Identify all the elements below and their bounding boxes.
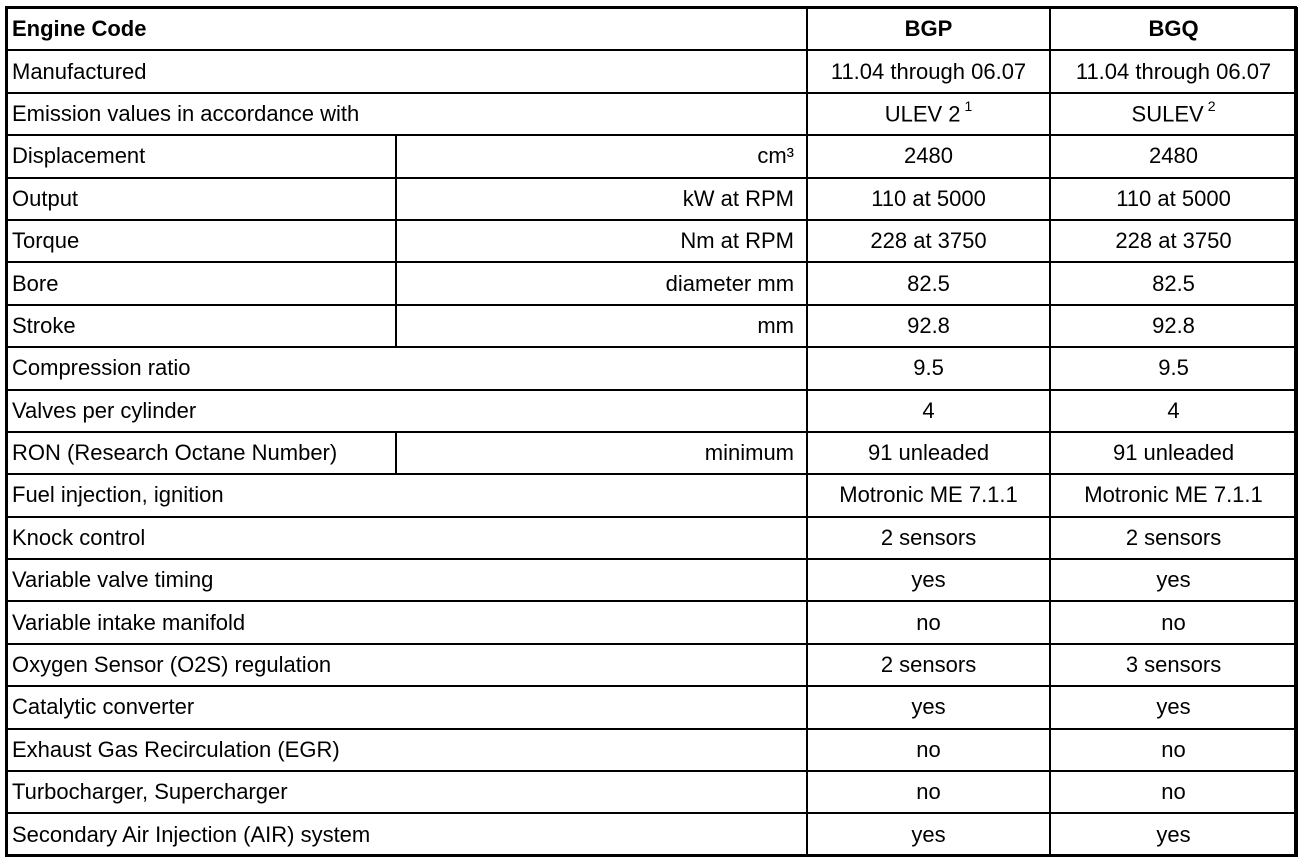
value-bgq	[1050, 93, 1297, 135]
value-text: no	[916, 779, 941, 805]
value-bgq	[1050, 813, 1297, 855]
value-bgp	[807, 50, 1050, 92]
value-bgp	[807, 220, 1050, 262]
value-bgq	[1050, 432, 1297, 474]
value-bgp	[807, 432, 1050, 474]
row-unit: diameter mm	[396, 262, 807, 304]
table-row	[7, 559, 1297, 601]
row-unit: mm	[396, 305, 807, 347]
engine-code-bgq: BGQ	[1050, 8, 1297, 50]
table-row	[7, 50, 1297, 92]
value-bgq	[1050, 559, 1297, 601]
table-row	[7, 729, 1297, 771]
row-label: Variable intake manifold	[7, 601, 807, 643]
value-bgp	[807, 729, 1050, 771]
value-bgp	[807, 93, 1050, 135]
value-text: yes	[1156, 694, 1191, 720]
table-row	[7, 771, 1297, 813]
table-row	[7, 347, 1297, 389]
table-row	[7, 644, 1297, 686]
row-label: Valves per cylinder	[7, 390, 807, 432]
value-text: yes	[1156, 567, 1191, 593]
row-label: Fuel injection, ignition	[7, 474, 807, 516]
table-row	[7, 686, 1297, 728]
value-text: 2480	[904, 143, 953, 169]
value-text: 82.5	[1152, 270, 1195, 296]
value-text: 110 at 5000	[871, 185, 986, 211]
value-text: no	[1161, 609, 1186, 635]
value-bgq	[1050, 729, 1297, 771]
table-row	[7, 474, 1297, 516]
value-bgp	[807, 347, 1050, 389]
value-bgp	[807, 390, 1050, 432]
value-text: SULEV	[1131, 101, 1204, 127]
value-text: 4	[1167, 397, 1180, 423]
row-label: Output	[7, 178, 396, 220]
value-bgq	[1050, 517, 1297, 559]
value-text: 9.5	[913, 355, 944, 381]
value-bgp	[807, 178, 1050, 220]
table-row	[7, 390, 1297, 432]
row-label: Knock control	[7, 517, 807, 559]
value-text: yes	[911, 821, 946, 847]
value-bgp	[807, 517, 1050, 559]
value-bgp	[807, 262, 1050, 304]
value-bgp	[807, 474, 1050, 516]
value-bgp	[807, 559, 1050, 601]
value-bgq	[1050, 178, 1297, 220]
value-bgq	[1050, 262, 1297, 304]
engine-spec-table	[6, 7, 1298, 857]
value-bgq	[1050, 686, 1297, 728]
value-bgq	[1050, 474, 1297, 516]
value-bgq	[1050, 50, 1297, 92]
header-label: Engine Code	[7, 8, 807, 50]
value-text: 91 unleaded	[1112, 440, 1235, 466]
row-label: Secondary Air Injection (AIR) system	[7, 813, 807, 855]
value-text: 11.04 through 06.07	[830, 58, 1027, 84]
value-bgq	[1050, 390, 1297, 432]
value-text: 2 sensors	[880, 652, 977, 678]
value-text: 2480	[1149, 143, 1198, 169]
value-text: ULEV 2	[884, 101, 961, 127]
row-label: Bore	[7, 262, 396, 304]
value-bgq	[1050, 771, 1297, 813]
table-row	[7, 93, 1297, 135]
value-bgp	[807, 813, 1050, 855]
row-label: Emission values in accordance with	[7, 93, 807, 135]
footnote-marker: 1	[964, 98, 973, 115]
value-bgp	[807, 601, 1050, 643]
value-text: Motronic ME 7.1.1	[1084, 482, 1263, 508]
row-label: Oxygen Sensor (O2S) regulation	[7, 644, 807, 686]
value-bgq	[1050, 305, 1297, 347]
value-bgq	[1050, 601, 1297, 643]
value-text: Motronic ME 7.1.1	[839, 482, 1018, 508]
value-text: 228 at 3750	[870, 228, 987, 254]
value-bgp	[807, 686, 1050, 728]
row-label: Variable valve timing	[7, 559, 807, 601]
table-row	[7, 305, 1297, 347]
row-unit: cm³	[396, 135, 807, 177]
row-label: Stroke	[7, 305, 396, 347]
row-label: Catalytic converter	[7, 686, 807, 728]
value-bgp	[807, 644, 1050, 686]
value-bgp	[807, 305, 1050, 347]
value-bgq	[1050, 220, 1297, 262]
value-bgq	[1050, 644, 1297, 686]
table-row	[7, 262, 1297, 304]
value-text: 228 at 3750	[1115, 228, 1232, 254]
value-text: 4	[922, 397, 935, 423]
value-bgp	[807, 771, 1050, 813]
row-label: Exhaust Gas Recirculation (EGR)	[7, 729, 807, 771]
footnote-marker: 2	[1207, 98, 1216, 115]
table-row	[7, 517, 1297, 559]
spec-table-body	[7, 8, 1297, 856]
header-row	[7, 8, 1297, 50]
value-text: 92.8	[1152, 312, 1195, 338]
value-bgq	[1050, 135, 1297, 177]
value-text: no	[1161, 779, 1186, 805]
value-text: yes	[1156, 821, 1191, 847]
row-label: Compression ratio	[7, 347, 807, 389]
value-text: 110 at 5000	[1116, 185, 1231, 211]
row-unit: minimum	[396, 432, 807, 474]
value-text: 2 sensors	[880, 524, 977, 550]
value-text: 3 sensors	[1125, 652, 1222, 678]
row-label: Manufactured	[7, 50, 807, 92]
value-text: no	[1161, 736, 1186, 762]
value-text: yes	[911, 694, 946, 720]
row-label: Turbocharger, Supercharger	[7, 771, 807, 813]
value-bgp	[807, 135, 1050, 177]
row-label: RON (Research Octane Number)	[7, 432, 396, 474]
value-text: 9.5	[1158, 355, 1189, 381]
value-text: yes	[911, 567, 946, 593]
table-row	[7, 135, 1297, 177]
table-row	[7, 432, 1297, 474]
value-text: 91 unleaded	[867, 440, 990, 466]
value-text: no	[916, 736, 941, 762]
table-row	[7, 813, 1297, 855]
row-label: Displacement	[7, 135, 396, 177]
engine-code-bgp: BGP	[807, 8, 1050, 50]
value-bgq	[1050, 347, 1297, 389]
row-unit: Nm at RPM	[396, 220, 807, 262]
table-row	[7, 178, 1297, 220]
value-text: 11.04 through 06.07	[1075, 58, 1272, 84]
value-text: no	[916, 609, 941, 635]
row-unit: kW at RPM	[396, 178, 807, 220]
table-row	[7, 601, 1297, 643]
row-label: Torque	[7, 220, 396, 262]
table-row	[7, 220, 1297, 262]
value-text: 2 sensors	[1125, 524, 1222, 550]
value-text: 82.5	[907, 270, 950, 296]
value-text: 92.8	[907, 312, 950, 338]
